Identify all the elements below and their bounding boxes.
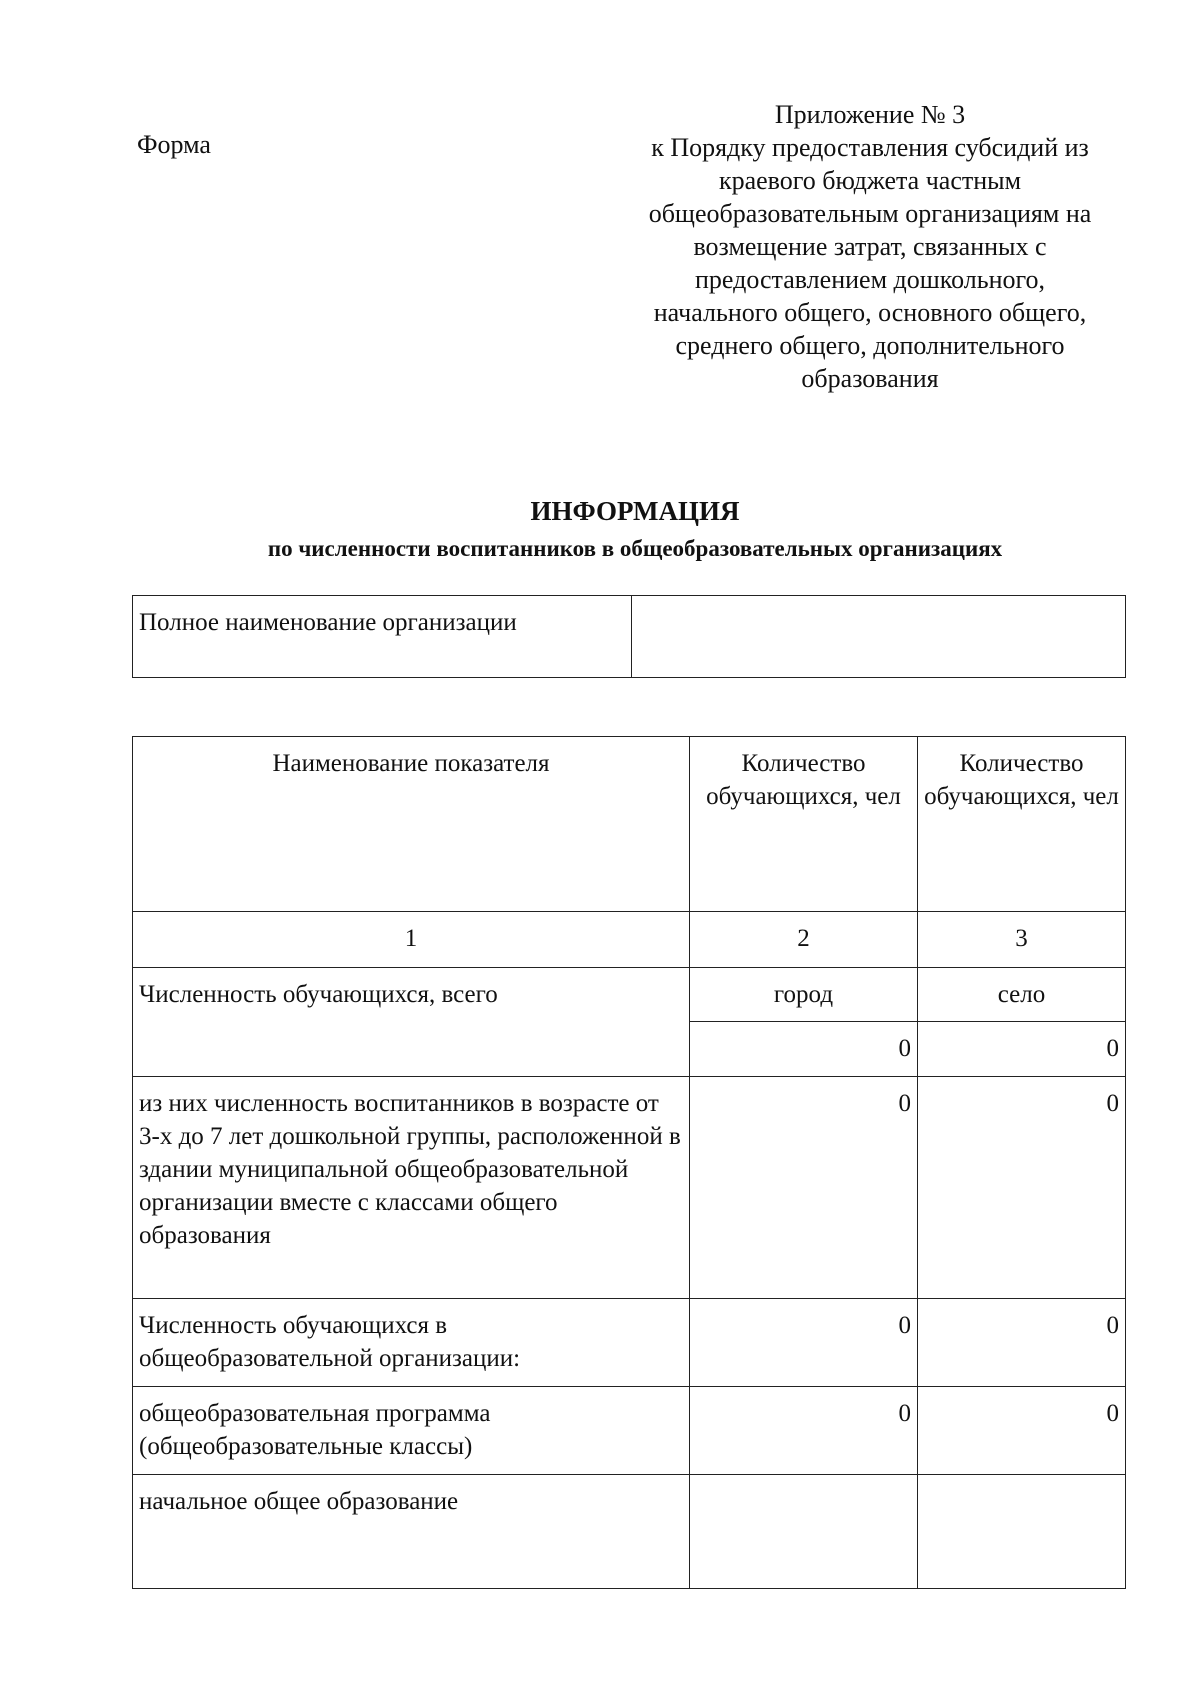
row-city-value[interactable] <box>690 1475 918 1589</box>
organization-name-label: Полное наименование организации <box>133 596 632 678</box>
appendix-line: к Порядку предоставления субсидий из <box>651 133 1089 162</box>
appendix-line: начального общего, основного общего, <box>653 298 1087 327</box>
column-number-1: 1 <box>133 912 690 968</box>
appendix-line: возмещение затрат, связанных с <box>693 232 1047 261</box>
village-label: село <box>918 968 1126 1022</box>
row-village-value[interactable]: 0 <box>918 1077 1126 1299</box>
table-row <box>133 1077 1126 1299</box>
table-row <box>133 596 1126 678</box>
table-header-row <box>133 737 1126 912</box>
table-row <box>133 968 1126 1022</box>
header-indicator: Наименование показателя <box>133 737 690 912</box>
table-row <box>133 1299 1126 1387</box>
total-row-label: Численность обучающихся, всего <box>133 968 690 1077</box>
table-row <box>133 1387 1126 1475</box>
form-label: Форма <box>137 130 211 159</box>
table-row <box>133 1475 1126 1589</box>
appendix-line: общеобразовательным организациям на <box>648 199 1092 228</box>
row-label: из них численность воспитанников в возрасте от 3-х до 7 лет дошкольной группы, расположенной в здании муниципальной общеобразовательной организации вместе с классами общего образования <box>133 1077 690 1299</box>
total-village-value[interactable]: 0 <box>918 1022 1126 1077</box>
organization-name-field[interactable] <box>632 596 1126 678</box>
column-number-3: 3 <box>918 912 1126 968</box>
row-label: общеобразовательная программа (общеобразовательные классы) <box>133 1387 690 1475</box>
row-village-value[interactable]: 0 <box>918 1299 1126 1387</box>
header-count-city: Количество обучающихся, чел <box>690 737 918 912</box>
header-count-village: Количество обучающихся, чел <box>918 737 1126 912</box>
appendix-line: предоставлением дошкольного, <box>695 265 1045 294</box>
appendix-line: среднего общего, дополнительного <box>675 331 1065 360</box>
appendix-line: краевого бюджета частным <box>718 166 1022 195</box>
column-number-2: 2 <box>690 912 918 968</box>
row-city-value[interactable]: 0 <box>690 1077 918 1299</box>
row-village-value[interactable]: 0 <box>918 1387 1126 1475</box>
document-title: ИНФОРМАЦИЯ <box>530 496 740 526</box>
appendix-reference <box>620 98 1120 395</box>
column-number-row <box>133 912 1126 968</box>
indicators-table <box>132 736 1126 1589</box>
organization-table <box>132 595 1126 678</box>
document-subtitle: по численности воспитанников в общеобразовательных организациях <box>267 536 1003 561</box>
appendix-line: образования <box>801 364 939 393</box>
row-label: начальное общее образование <box>133 1475 690 1589</box>
row-label: Численность обучающихся в общеобразовательной организации: <box>133 1299 690 1387</box>
city-label: город <box>690 968 918 1022</box>
row-city-value[interactable]: 0 <box>690 1387 918 1475</box>
appendix-line: Приложение № 3 <box>774 100 966 129</box>
total-city-value[interactable]: 0 <box>690 1022 918 1077</box>
row-village-value[interactable] <box>918 1475 1126 1589</box>
row-city-value[interactable]: 0 <box>690 1299 918 1387</box>
